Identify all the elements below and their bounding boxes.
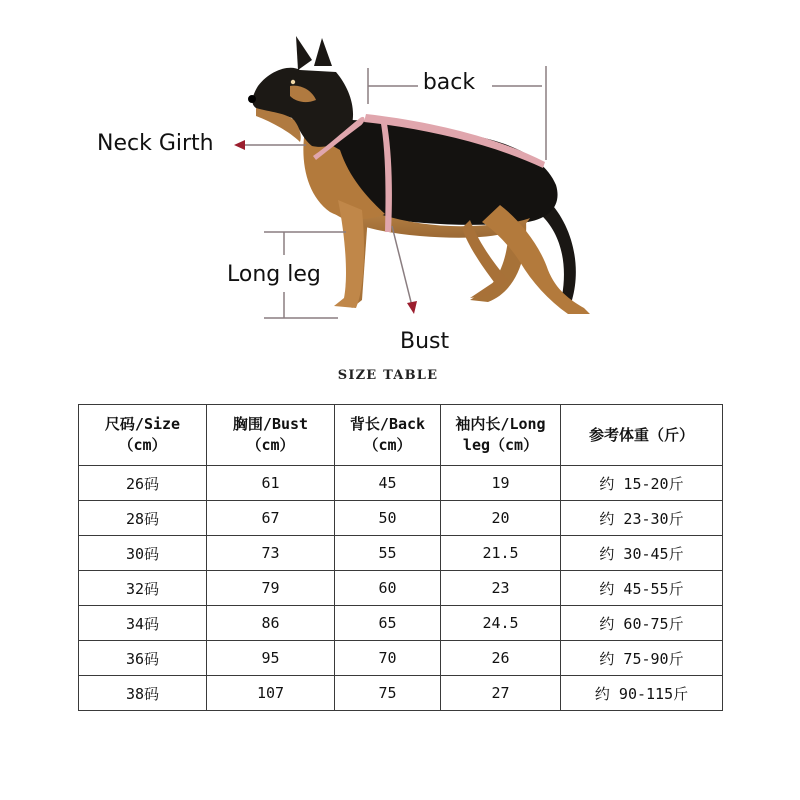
- cell-bust: 107: [207, 676, 335, 711]
- header-weight: [561, 405, 723, 466]
- header-bust-line2: （cm）: [246, 436, 295, 454]
- header-long-leg-line1: 袖内长/Long: [455, 415, 546, 433]
- header-back-line1: 背长/Back: [349, 415, 426, 433]
- cell-back: 50: [335, 501, 441, 536]
- header-long-leg: [441, 405, 561, 466]
- cell-back: 65: [335, 606, 441, 641]
- table-row: [79, 571, 723, 606]
- bust-arrow-icon: [407, 301, 417, 314]
- size-table: [78, 404, 723, 711]
- table-header-row: [79, 405, 723, 466]
- cell-size: 36码: [79, 641, 207, 676]
- cell-back: 55: [335, 536, 441, 571]
- cell-size: 26码: [79, 466, 207, 501]
- cell-back: 75: [335, 676, 441, 711]
- cell-long-leg: 23: [441, 571, 561, 606]
- cell-bust: 86: [207, 606, 335, 641]
- cell-bust: 61: [207, 466, 335, 501]
- table-row: [79, 536, 723, 571]
- header-bust-line1: 胸围/Bust: [232, 415, 309, 433]
- header-weight-line1: 参考体重（斤）: [588, 425, 694, 444]
- cell-size: 38码: [79, 676, 207, 711]
- cell-long-leg: 20: [441, 501, 561, 536]
- cell-back: 45: [335, 466, 441, 501]
- cell-back: 60: [335, 571, 441, 606]
- cell-weight: 约 90-115斤: [561, 676, 723, 711]
- cell-long-leg: 21.5: [441, 536, 561, 571]
- cell-long-leg: 27: [441, 676, 561, 711]
- cell-bust: 95: [207, 641, 335, 676]
- cell-long-leg: 19: [441, 466, 561, 501]
- header-bust: [207, 405, 335, 466]
- header-back-line2: （cm）: [363, 436, 412, 454]
- long-leg-label: Long leg: [227, 262, 321, 287]
- size-table-title: SIZE TABLE: [337, 368, 439, 383]
- table-row: [79, 466, 723, 501]
- cell-size: 32码: [79, 571, 207, 606]
- cell-size: 28码: [79, 501, 207, 536]
- header-long-leg-line2: leg（cm）: [462, 436, 539, 454]
- cell-bust: 79: [207, 571, 335, 606]
- cell-weight: 约 75-90斤: [561, 641, 723, 676]
- header-back: [335, 405, 441, 466]
- cell-weight: 约 15-20斤: [561, 466, 723, 501]
- cell-weight: 约 30-45斤: [561, 536, 723, 571]
- cell-weight: 约 23-30斤: [561, 501, 723, 536]
- bust-label: Bust: [400, 329, 450, 354]
- cell-size: 30码: [79, 536, 207, 571]
- header-size-line1: 尺码/Size: [104, 415, 181, 433]
- cell-weight: 约 60-75斤: [561, 606, 723, 641]
- back-label: back: [422, 70, 476, 95]
- neck-arrow-icon: [234, 140, 245, 150]
- cell-weight: 约 45-55斤: [561, 571, 723, 606]
- cell-bust: 73: [207, 536, 335, 571]
- cell-long-leg: 26: [441, 641, 561, 676]
- cell-long-leg: 24.5: [441, 606, 561, 641]
- table-row: [79, 501, 723, 536]
- header-size-line2: （cm）: [118, 436, 167, 454]
- neck-girth-label: Neck Girth: [97, 131, 214, 156]
- bust-line: [392, 226, 412, 306]
- header-size: [79, 405, 207, 466]
- cell-size: 34码: [79, 606, 207, 641]
- cell-bust: 67: [207, 501, 335, 536]
- table-row: [79, 676, 723, 711]
- cell-back: 70: [335, 641, 441, 676]
- table-row: [79, 606, 723, 641]
- table-row: [79, 641, 723, 676]
